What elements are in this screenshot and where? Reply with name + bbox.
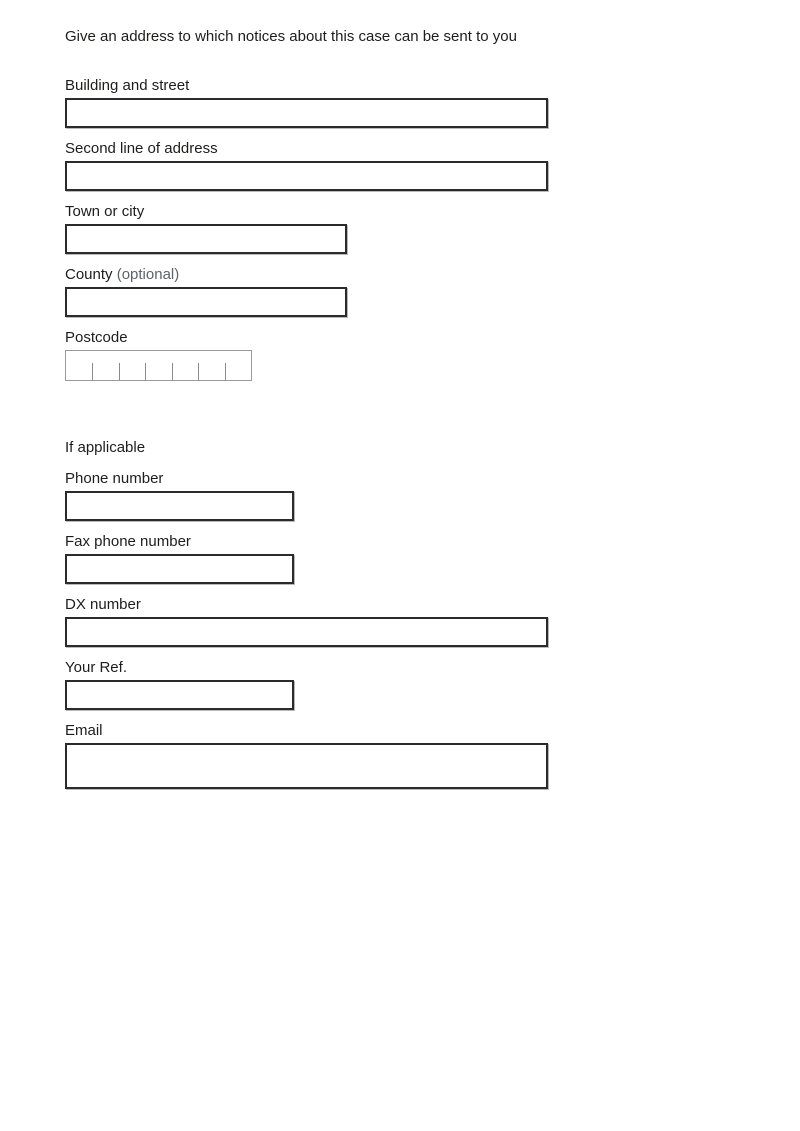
field-fax [65, 533, 800, 584]
email-input[interactable] [65, 743, 548, 789]
postcode-cell-divider [119, 363, 120, 380]
phone-input[interactable] [65, 491, 294, 521]
field-your-ref [65, 659, 800, 710]
your-ref-label: Your Ref. [65, 659, 127, 676]
county-label-text: County [65, 266, 113, 283]
field-town-city [65, 203, 800, 254]
county-optional-hint: (optional) [116, 266, 180, 283]
postcode-cell-divider [225, 363, 226, 380]
postcode-comb-input[interactable] [65, 350, 252, 381]
phone-label: Phone number [65, 470, 164, 487]
field-building-street [65, 77, 800, 128]
second-line-input[interactable] [65, 161, 548, 191]
section-spacer [65, 393, 800, 439]
if-applicable-heading: If applicable [65, 439, 146, 456]
postcode-cell-divider [145, 363, 146, 380]
field-dx-number [65, 596, 800, 647]
county-label [65, 266, 800, 284]
postcode-label: Postcode [65, 329, 128, 346]
dx-number-label: DX number [65, 596, 141, 613]
fax-input[interactable] [65, 554, 294, 584]
county-input[interactable] [65, 287, 347, 317]
email-label: Email [65, 722, 103, 739]
field-county [65, 266, 800, 317]
building-street-input[interactable] [65, 98, 548, 128]
postcode-cell-divider [172, 363, 173, 380]
second-line-label: Second line of address [65, 140, 218, 157]
fax-label: Fax phone number [65, 533, 191, 550]
field-postcode [65, 329, 800, 381]
dx-number-input[interactable] [65, 617, 548, 647]
town-city-input[interactable] [65, 224, 347, 254]
field-second-line [65, 140, 800, 191]
town-city-label: Town or city [65, 203, 145, 220]
field-email [65, 722, 800, 789]
postcode-cell-divider [92, 363, 93, 380]
field-phone [65, 470, 800, 521]
page-title: Give an address to which notices about this case can be sent to you [65, 28, 517, 45]
your-ref-input[interactable] [65, 680, 294, 710]
postcode-cell-divider [198, 363, 199, 380]
building-street-label: Building and street [65, 77, 190, 94]
